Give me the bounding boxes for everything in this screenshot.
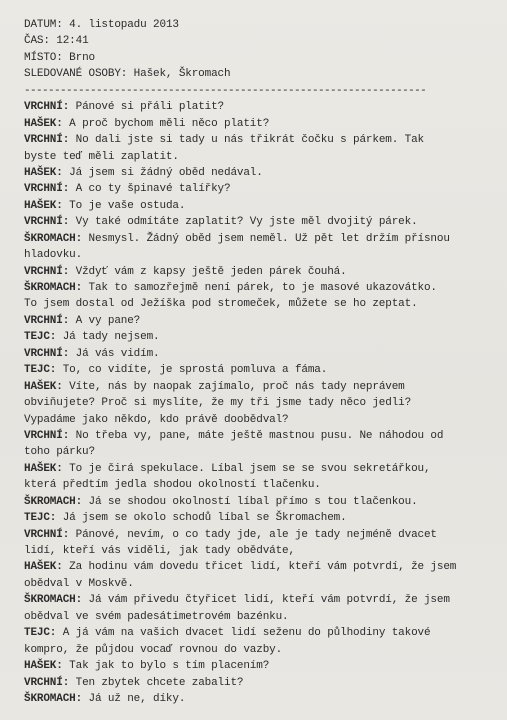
speaker-label: ŠKROMACH: — [24, 692, 83, 705]
dialogue-text: obědval ve svém padesátimetrovém bazénku. — [24, 610, 289, 623]
speaker-label: VRCHNÍ: — [24, 101, 70, 114]
dialogue-text: Ten zbytek chcete zabalit? — [75, 676, 244, 689]
dialogue-text: Já jsem se okolo schodů líbal se Škromachem. — [62, 512, 347, 525]
speaker-label: TEJC: — [24, 627, 57, 640]
speaker-label: TEJC: — [24, 512, 57, 525]
speaker-label: TEJC: — [24, 331, 57, 344]
time-line — [24, 33, 493, 49]
dialogue-line — [24, 116, 493, 132]
dialogue-continuation — [24, 444, 493, 460]
speaker-label: HAŠEK: — [24, 462, 63, 475]
dialogue-continuation — [24, 576, 493, 592]
dialogue-continuation — [24, 149, 493, 165]
dialogue-line — [24, 625, 493, 641]
dialogue-line — [24, 313, 493, 329]
dialogue-line — [24, 559, 493, 575]
date-label: DATUM: — [24, 19, 63, 31]
dialogue-line — [24, 231, 493, 247]
dialogue — [24, 99, 493, 707]
dialogue-text: No třeba vy, pane, máte ještě mastnou pusu. Ne náhodou od — [75, 429, 444, 442]
dialogue-text: kompro, že půjdou vocaď rovnou do vazby. — [24, 643, 283, 656]
speaker-label: HAŠEK: — [24, 199, 63, 212]
dialogue-text: lidí, kteří vás viděli, jak tady obědváte, — [24, 545, 295, 557]
dialogue-line — [24, 362, 493, 378]
dialogue-text: Pánové, nevím, o co tady jde, ale je tady nejméně dvacet — [75, 528, 437, 541]
dialogue-text: A já vám na vašich dvacet lidí seženu do půlhodiny takové — [62, 627, 431, 640]
dialogue-line — [24, 428, 493, 444]
dialogue-line — [24, 592, 493, 608]
dialogue-text: A co ty špinavé talířky? — [75, 183, 231, 196]
dialogue-line — [24, 379, 493, 395]
dialogue-text: Já vám přivedu čtyřicet lidí, kteří vám potvrdí, že jsem — [88, 594, 450, 607]
dialogue-text: toho párku? — [24, 446, 95, 459]
dialogue-text: Já už ne, díky. — [88, 692, 186, 705]
dialogue-text: Vypadáme jako někdo, kdo právě doobědval? — [24, 413, 289, 426]
dialogue-text: která předtím jedla shodou okolností tlačenku. — [24, 479, 321, 492]
dialogue-text: Za hodinu vám dovedu třicet lidí, kteří vám potvrdí, že jsem — [69, 561, 457, 574]
dialogue-continuation — [24, 642, 493, 658]
speaker-label: VRCHNÍ: — [24, 528, 70, 541]
speaker-label: VRCHNÍ: — [24, 676, 70, 689]
speaker-label: ŠKROMACH: — [24, 282, 83, 294]
dialogue-line — [24, 132, 493, 148]
dialogue-line — [24, 346, 493, 362]
dialogue-text: Tak to samozřejmě není párek, to je masové ukazovátko. — [88, 282, 437, 294]
dialogue-text: To je čirá spekulace. Líbal jsem se se svou sekretářkou, — [69, 462, 431, 475]
dialogue-line — [24, 214, 493, 230]
dialogue-line — [24, 675, 493, 691]
speaker-label: VRCHNÍ: — [24, 314, 70, 327]
dialogue-text: hladovku. — [24, 249, 83, 262]
dialogue-line — [24, 99, 493, 115]
speaker-label: HAŠEK: — [24, 380, 63, 393]
dialogue-text: byste teď měli zaplatit. — [24, 150, 179, 163]
persons-value: Hašek, Škromach — [133, 68, 231, 81]
dialogue-text: A proč bychom měli něco platit? — [69, 117, 270, 130]
speaker-label: ŠKROMACH: — [24, 232, 83, 245]
speaker-label: HAŠEK: — [24, 561, 63, 574]
date-value: 4. listopadu 2013 — [69, 19, 179, 31]
dialogue-line — [24, 527, 493, 543]
dialogue-text: Já vás vidím. — [75, 347, 160, 360]
persons-line — [24, 66, 493, 82]
speaker-label: VRCHNÍ: — [24, 265, 70, 278]
dialogue-continuation — [24, 247, 493, 263]
speaker-label: VRCHNÍ: — [24, 216, 70, 229]
dialogue-text: To je vaše ostuda. — [69, 199, 186, 212]
dialogue-continuation — [24, 609, 493, 625]
dialogue-text: obědval v Moskvě. — [24, 577, 134, 590]
dialogue-line — [24, 658, 493, 674]
dialogue-text: Já jsem si žádný oběd nedával. — [69, 166, 263, 179]
dialogue-continuation — [24, 395, 493, 411]
divider-line: ------------------------------------------------------------------- — [24, 84, 427, 97]
dialogue-line — [24, 494, 493, 510]
dialogue-continuation — [24, 477, 493, 493]
speaker-label: HAŠEK: — [24, 660, 63, 673]
speaker-label: TEJC: — [24, 364, 57, 377]
place-label: MÍSTO: — [24, 51, 63, 64]
dialogue-text: Nesmysl. Žádný oběd jsem neměl. Už pět let držím přísnou — [88, 232, 450, 245]
dialogue-continuation — [24, 543, 493, 559]
speaker-label: HAŠEK: — [24, 166, 63, 179]
time-label: ČAS: — [24, 35, 50, 48]
speaker-label: VRCHNÍ: — [24, 347, 70, 360]
speaker-label: HAŠEK: — [24, 117, 63, 130]
dialogue-line — [24, 510, 493, 526]
dialogue-text: Tak jak to bylo s tím placením? — [69, 660, 270, 673]
speaker-label: VRCHNÍ: — [24, 183, 70, 196]
dialogue-continuation — [24, 296, 493, 312]
dialogue-line — [24, 181, 493, 197]
speaker-label: VRCHNÍ: — [24, 429, 70, 442]
dialogue-text: Víte, nás by naopak zajímalo, proč nás tady neprávem — [69, 380, 405, 393]
dialogue-text: To, co vidíte, je sprostá pomluva a fáma. — [62, 364, 328, 377]
dialogue-text: Já tady nejsem. — [62, 331, 160, 344]
dialogue-line — [24, 329, 493, 345]
dialogue-text: obviňujete? Proč si myslíte, že my tři jsme tady něco jedli? — [24, 397, 412, 410]
dialogue-text: Já se shodou okolností líbal přímo s tou tlačenkou. — [88, 495, 418, 508]
speaker-label: VRCHNÍ: — [24, 134, 70, 147]
dialogue-text: No dali jste si tady u nás třikrát čočku s párkem. Tak — [75, 134, 424, 147]
dialogue-line — [24, 264, 493, 280]
dialogue-continuation — [24, 412, 493, 428]
dialogue-line — [24, 280, 493, 296]
dialogue-text: Vy také odmítáte zaplatit? Vy jste měl dvojitý párek. — [75, 216, 418, 229]
dialogue-line — [24, 165, 493, 181]
speaker-label: ŠKROMACH: — [24, 495, 83, 508]
date-line — [24, 17, 493, 33]
place-value: Brno — [69, 51, 95, 64]
speaker-label: ŠKROMACH: — [24, 594, 83, 607]
place-line — [24, 50, 493, 66]
dialogue-text: Pánové si přáli platit? — [75, 101, 224, 114]
persons-label: SLEDOVANÉ OSOBY: — [24, 68, 128, 81]
dialogue-text: Vždyť vám z kapsy ještě jeden párek čouhá. — [75, 265, 347, 278]
dialogue-line — [24, 691, 493, 707]
dialogue-text: To jsem dostal od Ježíška pod stromeček, můžete se ho zeptat. — [24, 298, 418, 311]
dialogue-line — [24, 461, 493, 477]
time-value: 12:41 — [56, 35, 89, 48]
dialogue-text: A vy pane? — [75, 314, 141, 327]
dialogue-line — [24, 198, 493, 214]
